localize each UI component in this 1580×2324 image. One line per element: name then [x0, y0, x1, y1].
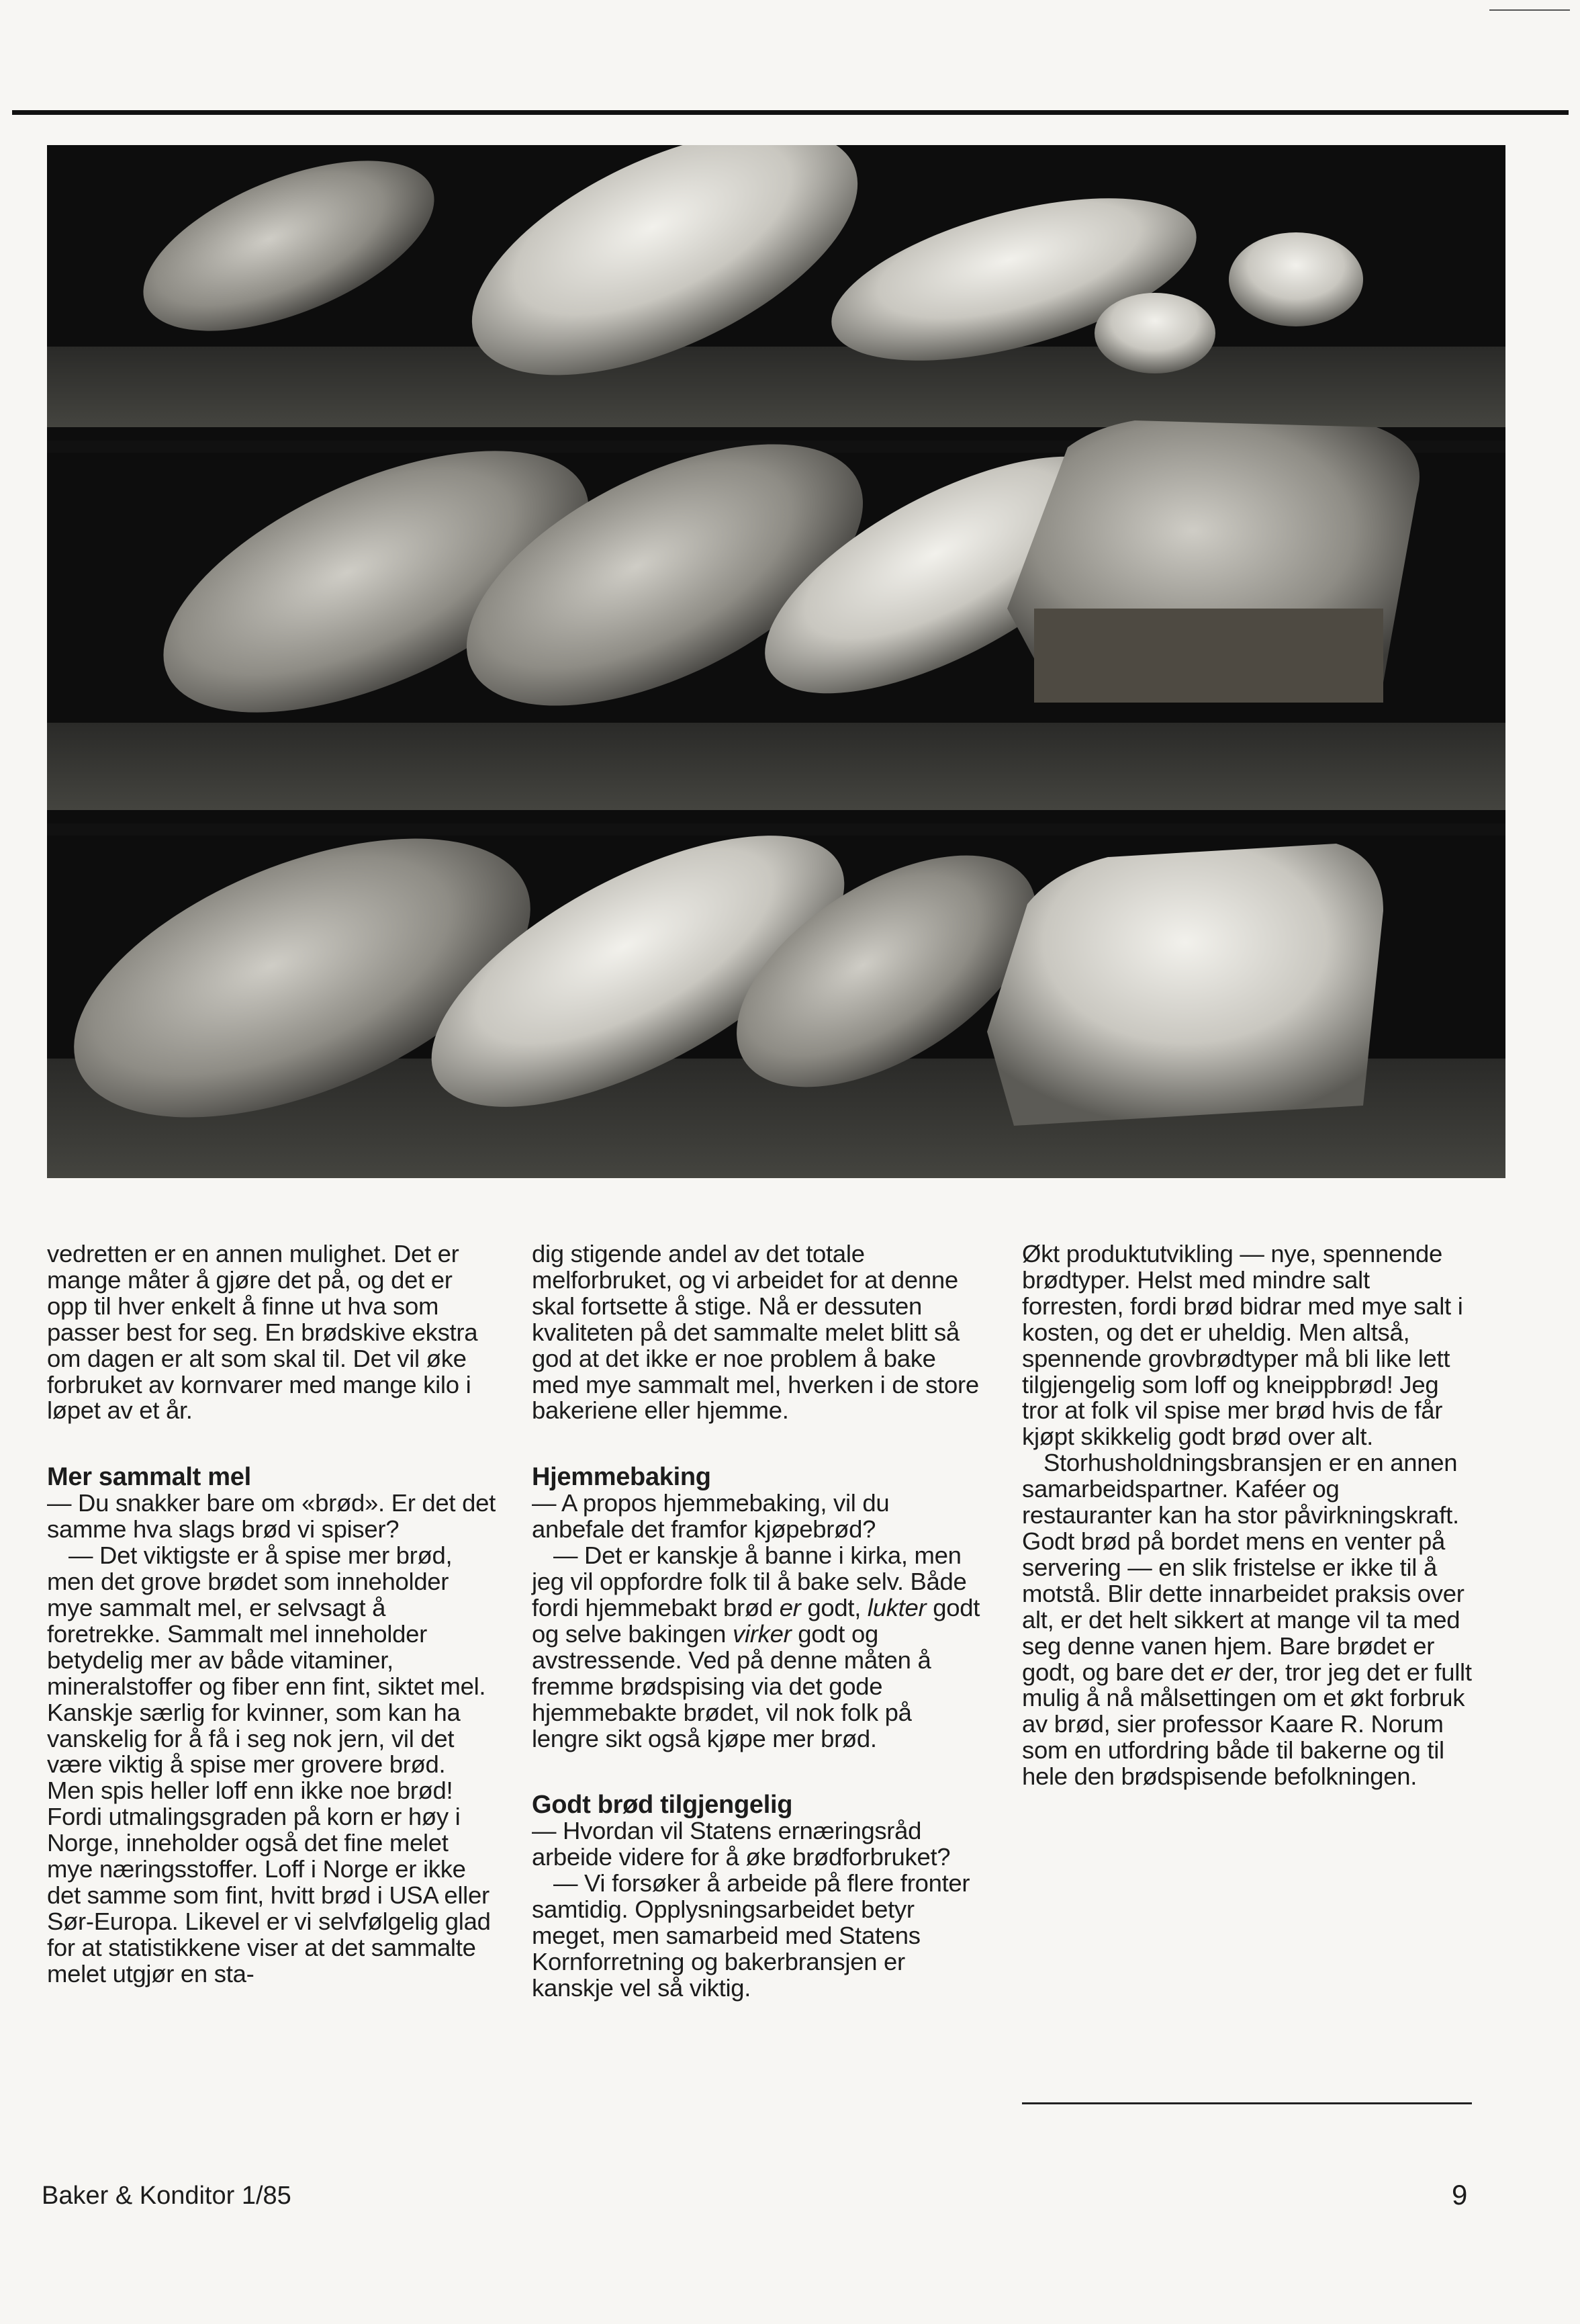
- paragraph: — Du snakker bare om «brød». Er det det samme hva slags brød vi spiser?: [47, 1489, 496, 1544]
- page-number: 9: [1452, 2179, 1468, 2210]
- text-run: godt og avstressende. Ved på denne måten å fremme brødspising via det gode hjemmebakte brødet, vil nok folk på lengre sikt også kjøpe mer brød.: [532, 1619, 931, 1752]
- text-run: godt,: [800, 1593, 868, 1621]
- emphasis: virker: [733, 1619, 792, 1648]
- subheading-hjemmebaking: Hjemmebaking: [532, 1463, 711, 1492]
- emphasis: er: [779, 1593, 801, 1621]
- paragraph: [532, 1543, 982, 1752]
- paragraph: — Det viktigste er å spise mer brød, men det grove brødet som inneholder mye sammalt mel, er selvsagt å foretrekke. Sammalt mel inneholder betydelig mer av både vitaminer, mineralstoffer og fiber enn fint, siktet mel. Kanskje særlig for kvinner, som kan ha vanskelig for å få i seg nok jern, vil det være viktig å spise mer grovere brød. Men spis heller loff enn ikke noe brød! Fordi utmalingsgraden på korn er høy i Norge, inneholder også det fine melet mye næringsstoffer. Loff i Norge er ikke det samme som fint, hvitt brød i USA eller Sør-Europa. Likevel er vi selvfølgelig glad for at statistikkene viser at det sammalte melet utgjør en sta-: [47, 1541, 491, 1987]
- text-run: der, tror jeg det er fullt mulig å nå målsettingen om et økt forbruk av brød, sier professor Kaare R. Norum som en utfordring både til bakerne og til hele den brødspisende befolkningen.: [1022, 1658, 1472, 1791]
- bottom-rule: [1022, 2102, 1472, 2104]
- column-2: [532, 1241, 982, 2002]
- paragraph: [1022, 1450, 1472, 1790]
- footer-publication: Baker & Konditor 1/85: [42, 2182, 291, 2210]
- text-run: godt og selve bakingen: [532, 1593, 980, 1648]
- emphasis: er: [1210, 1658, 1232, 1686]
- emphasis: lukter: [867, 1593, 927, 1621]
- bread-loaves-icon: [47, 145, 1505, 1178]
- top-rule: [12, 110, 1569, 115]
- text-run: Storhusholdningsbransjen er en annen samarbeidspartner. Kaféer og restauranter kan ha stor påvirkningskraft. Godt brød på bordet mens en venter på servering — en slik fristelse er ikke til å motstå. Blir dette innarbeidet praksis over alt, er det helt sikkert at mange vil ta med seg denne vanen hjem. Bare brødet er godt, og bare det: [1022, 1449, 1465, 1686]
- corner-rule: [1489, 9, 1570, 11]
- paragraph: Økt produktutvikling — nye, spennende brødtyper. Helst med mindre salt forresten, fordi brød bidrar med mye salt i kosten, og det er uheldig. Men altså, spennende grovbrødtyper må bli like lett tilgjengelig som loff og kneippbrød! Jeg tror at folk vil spise mer brød hvis de får kjøpt skikkelig godt brød over alt.: [1022, 1240, 1463, 1451]
- paragraph: — Vi forsøker å arbeide på flere fronter samtidig. Opplysningsarbeidet betyr meget, men samarbeid med Statens Kornforretning og bakerbransjen er kanskje vel så viktig.: [532, 1869, 970, 2002]
- paragraph: dig stigende andel av det totale melforbruket, og vi arbeidet for at denne skal fortsette å stige. Nå er dessuten kvaliteten på det sammalte melet blitt så god at det ikke er noe problem å bake med mye sammalt mel, hverken i de store bakeriene eller hjemme.: [532, 1240, 979, 1425]
- text-run: — Det er kanskje å banne i kirka, men jeg vil oppfordre folk til å bake selv. Både fordi hjemmebakt brød: [532, 1541, 967, 1621]
- paragraph: — Hvordan vil Statens ernæringsråd arbeide videre for å øke brødforbruket?: [532, 1817, 951, 1871]
- column-3: [1022, 1241, 1472, 1790]
- column-1: [47, 1241, 497, 1987]
- paragraph: vedretten er en annen mulighet. Det er mange måter å gjøre det på, og det er opp til hver enkelt å finne ut hva som passer best for seg. En brødskive ekstra om dagen er alt som skal til. Det vil øke forbruket av kornvarer med mange kilo i løpet av et år.: [47, 1240, 478, 1425]
- subheading-mer-sammalt-mel: Mer sammalt mel: [47, 1463, 251, 1492]
- bread-loaves-photo: [47, 145, 1505, 1178]
- subheading-godt-brod-tilgjengelig: Godt brød tilgjengelig: [532, 1791, 793, 1820]
- paragraph: — A propos hjemmebaking, vil du anbefale det framfor kjøpebrød?: [532, 1489, 890, 1544]
